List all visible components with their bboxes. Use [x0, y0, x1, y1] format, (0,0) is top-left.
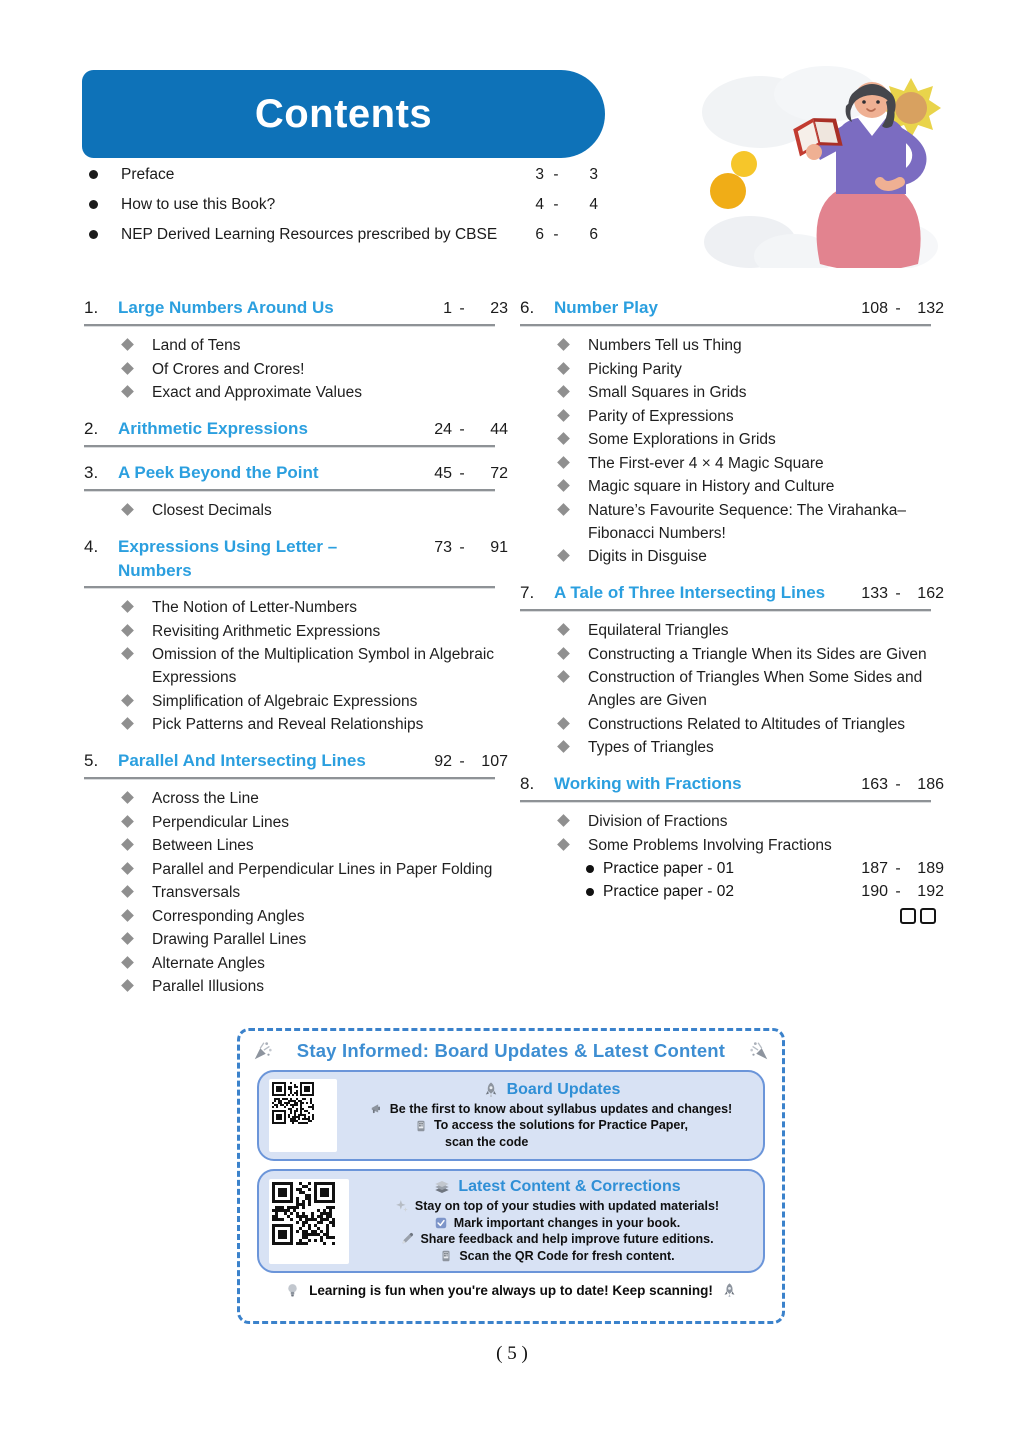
range-dash: - [895, 883, 901, 900]
page-to: 6 [589, 226, 598, 243]
chapter-title: Parallel And Intersecting Lines [118, 751, 366, 770]
topic-label: Revisiting Arithmetic Expressions [152, 622, 381, 640]
topic-item [84, 620, 508, 643]
diamond-bullet-icon [557, 647, 570, 660]
stay-informed-box [237, 1028, 785, 1324]
topic-label: Between Lines [152, 837, 254, 854]
topic-item [520, 452, 944, 475]
info-card-line-text: Stay on top of your studies with updated materials! [414, 1199, 720, 1213]
chapter-row [520, 772, 944, 797]
party-popper-icon [748, 1040, 770, 1062]
range-dash: - [553, 196, 559, 213]
stay-informed-title: Stay Informed: Board Updates & Latest Content [296, 1040, 726, 1061]
topic-label: Alternate Angles [152, 954, 265, 972]
chapter-underline [520, 800, 931, 803]
diamond-bullet-icon [557, 409, 570, 422]
info-card-line-text: Share feedback and help improve future editions. [420, 1232, 714, 1246]
chapter-number: 7. [520, 583, 535, 602]
page-number: ( 5 ) [496, 1343, 528, 1364]
topic-label: Constructing a Triangle When its Sides are Given [588, 645, 927, 663]
chapter-underline [84, 445, 495, 448]
chapter-number: 2. [84, 419, 99, 438]
topic-item [520, 736, 944, 759]
page-to: 4 [589, 196, 598, 213]
chapter-underline [84, 489, 495, 492]
info-card-title: Board Updates [506, 1080, 621, 1098]
stay-informed-footer [240, 1282, 782, 1299]
page-to: 3 [589, 166, 598, 183]
practice-paper-row [520, 857, 944, 880]
diamond-bullet-icon [121, 362, 134, 375]
page-to: 186 [917, 776, 944, 793]
chapter-title: Working with Fractions [554, 774, 742, 793]
topic-label: Pick Patterns and Reveal Relationships [152, 716, 424, 733]
pencil-icon [400, 1232, 414, 1246]
topic-item [520, 666, 944, 712]
page-range [512, 194, 598, 216]
front-matter-item [84, 164, 598, 186]
chapter-title: Number Play [554, 298, 658, 317]
chapter-number: 3. [84, 463, 99, 482]
topic-item [84, 358, 508, 381]
chapter-block [520, 581, 944, 759]
contents-banner [82, 70, 605, 158]
range-dash: - [459, 421, 465, 438]
topic-item [84, 643, 508, 689]
diamond-bullet-icon [121, 909, 134, 922]
info-card-body [349, 1081, 753, 1151]
page-to: 23 [490, 300, 508, 317]
range-dash: - [553, 226, 559, 243]
diamond-bullet-icon [557, 385, 570, 398]
topic-list [520, 810, 944, 857]
chapter-block [84, 296, 508, 404]
topic-label: The Notion of Letter-Numbers [152, 599, 358, 616]
page-from: 1 [443, 300, 452, 317]
diamond-bullet-icon [121, 338, 134, 351]
topic-item [520, 428, 944, 451]
diamond-bullet-icon [121, 624, 134, 637]
topic-label: Exact and Approximate Values [152, 384, 362, 401]
diamond-bullet-icon [121, 838, 134, 851]
topic-label: Closest Decimals [152, 502, 272, 519]
diamond-bullet-icon [121, 862, 134, 875]
chapter-number: 5. [84, 751, 99, 770]
megaphone-icon [370, 1102, 384, 1116]
topic-item [520, 334, 944, 357]
chapter-block [84, 749, 508, 998]
page-from: 108 [861, 300, 888, 317]
circle-bullet-icon [89, 200, 98, 209]
phone-icon [439, 1249, 453, 1263]
topic-label: Constructions Related to Altitudes of Triangles [588, 715, 906, 733]
page-from: 187 [861, 860, 888, 877]
page-range [416, 462, 508, 486]
diamond-bullet-icon [121, 979, 134, 992]
chapter-columns [84, 296, 944, 999]
page-from: 73 [434, 539, 452, 556]
info-card-line [349, 1101, 753, 1118]
info-card-line [361, 1248, 753, 1265]
topic-label: Picking Parity [588, 360, 682, 378]
topic-item [84, 381, 508, 404]
topic-label: Division of Fractions [588, 813, 728, 830]
left-column [84, 296, 508, 999]
range-dash: - [895, 860, 901, 877]
chapter-number: 1. [84, 298, 99, 317]
diamond-bullet-icon [557, 503, 570, 516]
diamond-bullet-icon [557, 549, 570, 562]
topic-label: Corresponding Angles [152, 907, 305, 925]
diamond-bullet-icon [121, 503, 134, 516]
info-card-line [361, 1231, 753, 1248]
info-card-line [361, 1198, 753, 1215]
chapter-block [520, 772, 944, 924]
topic-item [520, 358, 944, 381]
topic-item [520, 381, 944, 404]
page-to: 72 [490, 465, 508, 482]
page-from: 6 [535, 226, 544, 243]
page-to: 107 [481, 753, 508, 770]
diamond-bullet-icon [121, 956, 134, 969]
topic-label: Equilateral Triangles [588, 622, 729, 639]
diamond-bullet-icon [557, 456, 570, 469]
diamond-bullet-icon [121, 885, 134, 898]
chapter-row [84, 296, 508, 321]
topic-list [84, 334, 508, 404]
range-dash: - [459, 539, 465, 556]
practice-paper-label: Practice paper - 01 [603, 860, 734, 877]
qr-code [269, 1079, 337, 1152]
info-card-line [349, 1117, 753, 1134]
page-range [416, 536, 508, 560]
page-range [512, 164, 598, 186]
topic-item [84, 690, 508, 713]
page-range [852, 297, 944, 321]
page-to: 91 [490, 539, 508, 556]
page-range [416, 297, 508, 321]
topic-list [84, 596, 508, 736]
info-card-title: Latest Content & Corrections [458, 1178, 681, 1195]
page-to: 44 [490, 421, 508, 438]
topic-list [520, 334, 944, 568]
topic-label: Parallel Illusions [152, 978, 264, 995]
topic-item [520, 619, 944, 642]
topic-item [520, 475, 944, 498]
topic-item [520, 499, 944, 545]
page-from: 24 [434, 421, 452, 438]
topic-item [84, 858, 508, 881]
topic-item [520, 405, 944, 428]
chapter-title: A Tale of Three Intersecting Lines [554, 583, 826, 602]
diamond-bullet-icon [557, 623, 570, 636]
page-range [852, 880, 944, 903]
reading-woman-illustration [698, 60, 956, 268]
topic-item [520, 545, 944, 568]
chapter-underline [520, 609, 931, 612]
circle-bullet-icon [89, 230, 98, 239]
range-dash: - [895, 776, 901, 793]
qr-code [269, 1179, 349, 1264]
topic-label: Construction of Triangles When Some Sides and Angles are Given [588, 669, 923, 709]
diamond-bullet-icon [121, 600, 134, 613]
topic-label: Parity of Expressions [588, 407, 734, 425]
page-to: 189 [917, 860, 944, 877]
chapter-title: A Peek Beyond the Point [118, 463, 319, 482]
practice-paper-row [520, 880, 944, 903]
info-card-line-text: Scan the QR Code for fresh content. [459, 1248, 675, 1263]
page-from: 3 [535, 166, 544, 183]
topic-item [84, 952, 508, 975]
rocket-icon [482, 1081, 500, 1099]
topic-item [520, 713, 944, 736]
page-range [852, 857, 944, 880]
chapter-underline [84, 324, 495, 327]
range-dash: - [553, 166, 559, 183]
info-card-line [349, 1134, 753, 1151]
diamond-bullet-icon [121, 647, 134, 660]
chapter-block [84, 535, 508, 736]
range-dash: - [459, 465, 465, 482]
topic-list [520, 619, 944, 759]
book-pages-icon [520, 908, 944, 924]
diamond-bullet-icon [557, 740, 570, 753]
topic-label: Of Crores and Crores! [152, 360, 305, 378]
stay-informed-footer-text: Learning is fun when you're always up to date! Keep scanning! [309, 1283, 713, 1298]
info-card-line-text: scan the code [445, 1134, 529, 1149]
info-card-body [361, 1178, 753, 1264]
chapter-row [84, 749, 508, 774]
front-matter-label: NEP Derived Learning Resources prescribed by CBSE [121, 226, 498, 243]
diamond-bullet-icon [121, 932, 134, 945]
topic-label: Land of Tens [152, 337, 241, 354]
topic-label: Magic square in History and Culture [588, 478, 835, 495]
info-card-line-text: Be the first to know about syllabus updates and changes! [389, 1101, 733, 1116]
topic-label: Numbers Tell us Thing [588, 337, 742, 354]
page-from: 92 [434, 753, 452, 770]
topic-item [520, 643, 944, 666]
diamond-bullet-icon [557, 338, 570, 351]
diamond-bullet-icon [557, 838, 570, 851]
chapter-row [84, 417, 508, 442]
chapter-block [520, 296, 944, 568]
info-card-line [361, 1215, 753, 1232]
front-matter-label: Preface [121, 166, 175, 183]
page-to: 132 [917, 300, 944, 317]
chapter-row [520, 581, 944, 606]
page-from: 163 [861, 776, 888, 793]
chapter-underline [84, 777, 495, 780]
topic-label: Transversals [152, 884, 241, 901]
page-range [852, 773, 944, 797]
page-from: 45 [434, 465, 452, 482]
topic-label: Simplification of Algebraic Expressions [152, 692, 418, 710]
circle-bullet-icon [89, 170, 98, 179]
topic-label: Types of Triangles [588, 739, 714, 756]
diamond-bullet-icon [121, 815, 134, 828]
page-from: 190 [861, 883, 888, 900]
illustration-graphic [698, 60, 956, 268]
topic-label: The First-ever 4 × 4 Magic Square [588, 454, 824, 472]
page-range [512, 224, 598, 246]
diamond-bullet-icon [557, 670, 570, 683]
diamond-bullet-icon [121, 717, 134, 730]
front-matter-item [84, 194, 598, 216]
chapter-row [84, 535, 508, 583]
topic-item [84, 975, 508, 998]
chapter-underline [520, 324, 931, 327]
chapter-block [84, 417, 508, 448]
chapter-title: Large Numbers Around Us [118, 298, 334, 317]
range-dash: - [459, 300, 465, 317]
topic-list [84, 787, 508, 998]
topic-item [84, 334, 508, 357]
phone-icon [414, 1119, 428, 1133]
circle-bullet-icon [586, 888, 594, 896]
topic-item [520, 810, 944, 833]
info-card [257, 1070, 765, 1161]
topic-item [520, 834, 944, 857]
checkbox-icon [434, 1216, 448, 1230]
diamond-bullet-icon [121, 385, 134, 398]
page-icon [900, 908, 916, 924]
chapter-row [84, 461, 508, 486]
sparkle-icon [395, 1199, 409, 1213]
info-card-line-text: To access the solutions for Practice Paper, [433, 1118, 689, 1133]
front-matter-list [84, 164, 598, 254]
page-title: Contents [254, 91, 433, 136]
page-to: 192 [917, 883, 944, 900]
topic-item [84, 881, 508, 904]
stay-informed-header [240, 1031, 782, 1062]
chapter-block [84, 461, 508, 522]
page-range [416, 750, 508, 774]
page-icon [920, 908, 936, 924]
topic-label: Drawing Parallel Lines [152, 931, 307, 948]
diamond-bullet-icon [557, 432, 570, 445]
topic-label: Perpendicular Lines [152, 813, 290, 831]
diamond-bullet-icon [557, 479, 570, 492]
diamond-bullet-icon [121, 791, 134, 804]
info-card [257, 1169, 765, 1273]
info-card-line-text: Mark important changes in your book. [453, 1215, 681, 1230]
diamond-bullet-icon [557, 814, 570, 827]
rocket-icon [721, 1282, 738, 1299]
topic-label: Digits in Disguise [588, 548, 707, 565]
chapter-number: 4. [84, 537, 99, 556]
books-icon [433, 1178, 451, 1196]
topic-label: Some Problems Involving Fractions [588, 836, 832, 854]
info-card-title-row [349, 1081, 753, 1099]
topic-label: Small Squares in Grids [588, 384, 747, 401]
front-matter-label: How to use this Book? [121, 196, 276, 213]
circle-bullet-icon [586, 865, 594, 873]
topic-label: Parallel and Perpendicular Lines in Paper Folding [152, 860, 493, 878]
page-range [852, 582, 944, 606]
topic-label: Across the Line [152, 790, 259, 807]
page-from: 4 [535, 196, 544, 213]
chapter-underline [84, 586, 495, 589]
info-card-title-row [361, 1178, 753, 1196]
bulb-icon [284, 1282, 301, 1299]
page-from: 133 [861, 585, 888, 602]
topic-item [84, 787, 508, 810]
topic-item [84, 905, 508, 928]
topic-list [84, 499, 508, 522]
party-popper-icon [252, 1040, 274, 1062]
page-range [416, 418, 508, 442]
topic-item [84, 811, 508, 834]
chapter-row [520, 296, 944, 321]
topic-label: Omission of the Multiplication Symbol in Algebraic Expressions [152, 646, 495, 686]
right-column [520, 296, 944, 999]
front-matter-item [84, 224, 598, 246]
topic-label: Some Explorations in Grids [588, 431, 776, 448]
practice-paper-label: Practice paper - 02 [603, 883, 734, 900]
topic-item [84, 834, 508, 857]
range-dash: - [895, 300, 901, 317]
chapter-number: 8. [520, 774, 535, 793]
chapter-title: Expressions Using Letter – Numbers [118, 537, 338, 580]
topic-label: Nature’s Favourite Sequence: The Virahanka–Fibonacci Numbers! [588, 501, 906, 542]
range-dash: - [895, 585, 901, 602]
diamond-bullet-icon [557, 717, 570, 730]
diamond-bullet-icon [557, 362, 570, 375]
chapter-title: Arithmetic Expressions [118, 419, 308, 438]
range-dash: - [459, 753, 465, 770]
chapter-number: 6. [520, 298, 535, 317]
page-to: 162 [917, 585, 944, 602]
topic-item [84, 713, 508, 736]
topic-item [84, 928, 508, 951]
topic-item [84, 596, 508, 619]
diamond-bullet-icon [121, 694, 134, 707]
topic-item [84, 499, 508, 522]
